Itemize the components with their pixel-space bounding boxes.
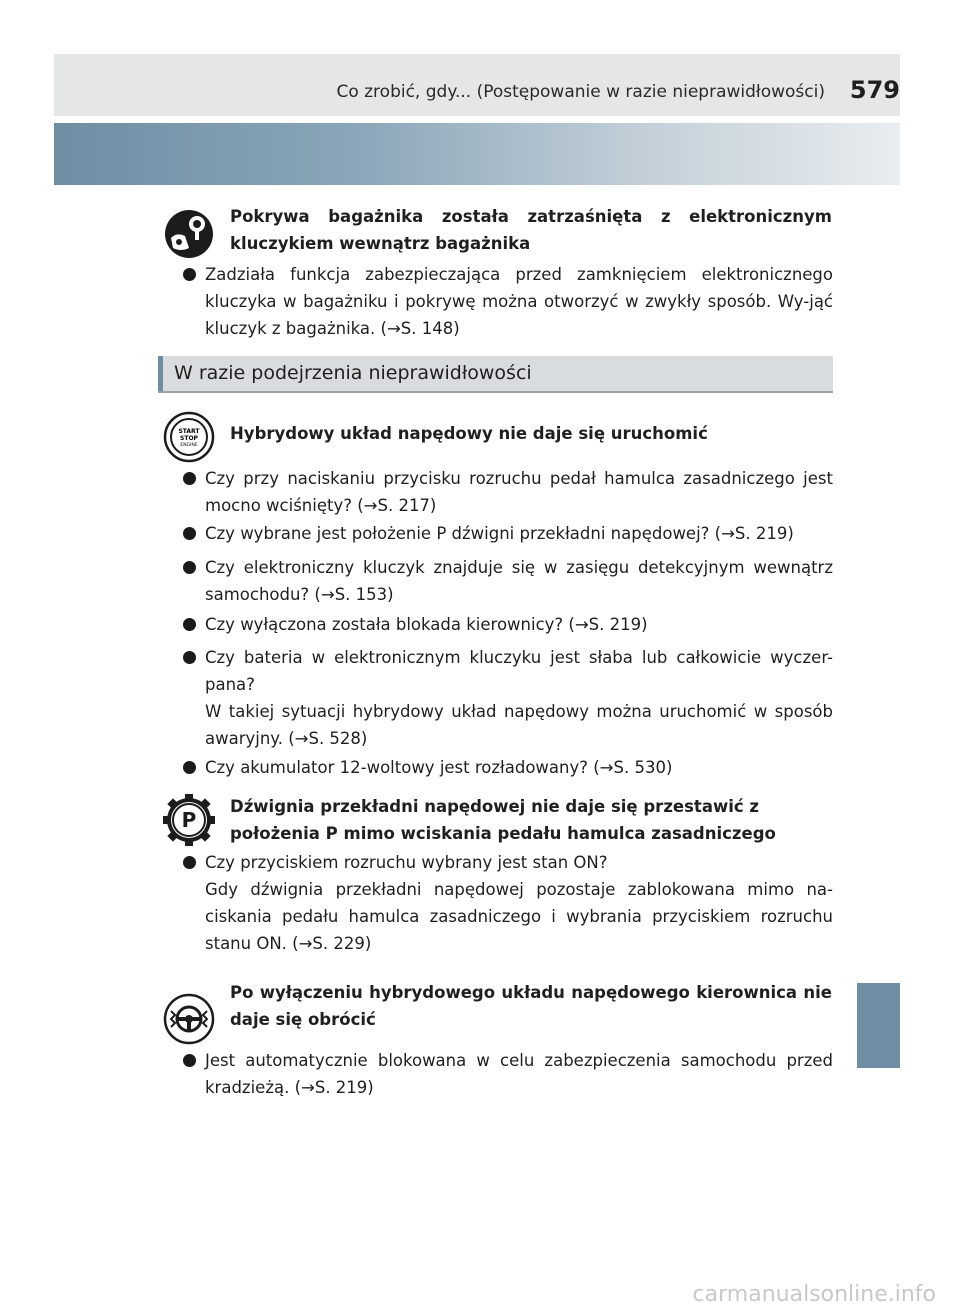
list-item-note: W takiej sytuacji hybrydowy układ napędowy można uruchomić w sposób awaryjny. (→S. 528) <box>205 702 833 748</box>
subheading-park-lock: Dźwignia przekładni napędowej nie daje się przestawić z położenia P mimo wciskania pedału hamulca zasadniczego <box>230 797 776 843</box>
list-item: Czy przy naciskaniu przycisku rozruchu pedał hamulca zasadniczego jest mocno wciśnięty? (→S. 217) <box>183 465 833 519</box>
icon-label-p: P <box>181 808 197 832</box>
park-gear-icon <box>163 794 215 846</box>
icon-label-engine: ENGINE <box>180 443 198 448</box>
section-accent <box>158 356 163 391</box>
subheading-trunk-key: Pokrywa bagażnika została zatrzaśnięta z elektronicznym kluczykiem wewnątrz bagażnika <box>230 207 832 253</box>
bullet-dot <box>183 561 196 574</box>
chapter-side-tab <box>857 983 900 1068</box>
subheading-start-failure: Hybrydowy układ napędowy nie daje się uruchomić <box>230 424 708 443</box>
bullet-dot <box>183 856 196 869</box>
bullet-dot <box>183 268 196 281</box>
watermark: carmanualsonline.info <box>692 1282 936 1307</box>
list-item: Czy elektroniczny kluczyk znajduje się w zasięgu detekcyjnym wewnątrz samochodu? (→S. 153) <box>183 554 833 608</box>
page-number: 579 <box>849 76 900 104</box>
chapter-banner <box>54 123 900 185</box>
icon-label-start: START <box>178 428 200 435</box>
list-item: Czy przyciskiem rozruchu wybrany jest stan ON? Gdy dźwignia przekładni napędowej pozostaje zablokowana mimo na-ciskania pedału hamulca zasadniczego i wybrania przyciskiem rozruchu stanu ON. (→S. 229) <box>183 849 833 957</box>
list-item: Czy bateria w elektronicznym kluczyku jest słaba lub całkowicie wyczer-pana? W takiej sytuacji hybrydowy układ napędowy można uruchomić w sposób awaryjny. (→S. 528) <box>183 644 833 752</box>
list-item-note: Gdy dźwignia przekładni napędowej pozostaje zablokowana mimo na-ciskania pedału hamulca zasadniczego i wybrania przyciskiem rozruchu stanu ON. (→S. 229) <box>205 880 833 953</box>
list-item: Jest automatycznie blokowana w celu zabezpieczenia samochodu przed kradzieżą. (→S. 219) <box>183 1047 833 1101</box>
bullet-dot <box>183 761 196 774</box>
bullet-dot <box>183 1054 196 1067</box>
list-item: Czy akumulator 12-woltowy jest rozładowany? (→S. 530) <box>183 754 833 781</box>
start-stop-engine-icon <box>163 411 215 463</box>
bullet-dot <box>183 618 196 631</box>
bullet-dot <box>183 472 196 485</box>
bullet-dot <box>183 651 196 664</box>
icon-label-stop: STOP <box>180 435 198 442</box>
list-item: Czy wyłączona została blokada kierownicy? (→S. 219) <box>183 611 833 638</box>
subheading-steering-lock: Po wyłączeniu hybrydowego układu napędowego kierownica nie daje się obrócić <box>230 983 832 1029</box>
key-lock-icon <box>163 208 215 260</box>
section-title: W razie podejrzenia nieprawidłowości <box>174 362 532 384</box>
bullet-dot <box>183 527 196 540</box>
steering-lock-icon <box>163 993 215 1045</box>
list-item: Zadziała funkcja zabezpieczająca przed zamknięciem elektronicznego kluczyka w bagażniku i pokrywę można otworzyć w zwykły sposób. Wy-jąć kluczyk z bagażnika. (→S. 148) <box>183 261 833 342</box>
section-heading-bar <box>158 356 833 393</box>
list-item: Czy wybrane jest położenie P dźwigni przekładni napędowej? (→S. 219) <box>183 520 833 547</box>
running-header-title: Co zrobić, gdy... (Postępowanie w razie nieprawidłowości) <box>336 82 825 102</box>
